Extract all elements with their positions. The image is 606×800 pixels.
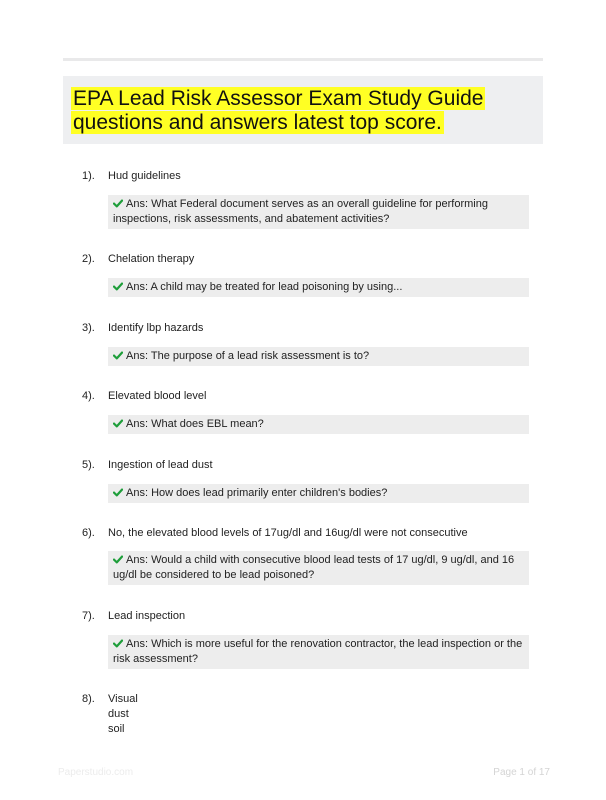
- question-number: 6).: [82, 527, 95, 539]
- question-term: Chelation therapy: [108, 253, 195, 265]
- question-number: 2).: [82, 253, 95, 265]
- check-icon: [113, 555, 123, 564]
- question-term: Lead inspection: [108, 610, 186, 622]
- answer-prefix: Ans:: [126, 554, 152, 566]
- answer-box: [108, 195, 529, 229]
- answer-box: [108, 551, 529, 585]
- question-term: No, the elevated blood levels of 17ug/dl and 16ug/dl were not consecutive: [108, 527, 468, 539]
- answer-text: What Federal document serves as an overall guideline for performing inspections, risk assessments, and abatement activities?: [113, 198, 488, 225]
- question-number: 7).: [82, 610, 95, 622]
- answer-prefix: Ans:: [126, 638, 152, 650]
- answer-prefix: Ans:: [126, 487, 152, 499]
- title-box: [63, 76, 543, 144]
- answer-prefix: Ans:: [126, 198, 152, 210]
- answer-prefix: Ans:: [126, 350, 151, 362]
- check-icon: [113, 282, 123, 291]
- footer-page-number: Page 1 of 17: [493, 767, 550, 778]
- answer-box: [108, 635, 529, 669]
- page-title: EPA Lead Risk Assessor Exam Study Guide questions and answers latest top score.: [73, 87, 484, 134]
- top-divider: [63, 58, 543, 61]
- check-icon: [113, 639, 123, 648]
- footer-site: Paperstudio.com: [58, 767, 134, 778]
- answer-text: Would a child with consecutive blood lead tests of 17 ug/dl, 9 ug/dl, and 16 ug/dl be considered to be lead poisoned?: [113, 554, 515, 581]
- term-line: soil: [108, 723, 125, 735]
- answer-box: [108, 484, 529, 503]
- answer-box: [108, 347, 529, 366]
- question-term: Elevated blood level: [108, 390, 207, 402]
- answer-text: How does lead primarily enter children's bodies?: [151, 487, 388, 499]
- question-number: 1).: [82, 170, 95, 182]
- answer-text: What does EBL mean?: [151, 418, 264, 430]
- question-term: Ingestion of lead dust: [108, 459, 213, 471]
- check-icon: [113, 419, 123, 428]
- answer-prefix: Ans:: [126, 418, 152, 430]
- answer-box: [108, 278, 529, 297]
- answer-prefix: Ans:: [126, 281, 151, 293]
- check-icon: [113, 488, 123, 497]
- question-number: 3).: [82, 322, 95, 334]
- term-line: Visual: [108, 693, 138, 705]
- question-number: 8).: [82, 693, 95, 705]
- answer-text: A child may be treated for lead poisoning by using...: [150, 281, 403, 293]
- answer-text: The purpose of a lead risk assessment is to?: [150, 350, 370, 362]
- question-term: [108, 692, 538, 737]
- question-term: Identify lbp hazards: [108, 322, 204, 334]
- term-line: dust: [108, 708, 129, 720]
- question-number: 5).: [82, 459, 95, 471]
- answer-box: [108, 415, 529, 434]
- answer-text: Which is more useful for the renovation contractor, the lead inspection or the risk assessment?: [113, 638, 523, 665]
- question-number: 4).: [82, 390, 95, 402]
- check-icon: [113, 199, 123, 208]
- question-term: Hud guidelines: [108, 170, 181, 182]
- check-icon: [113, 351, 123, 360]
